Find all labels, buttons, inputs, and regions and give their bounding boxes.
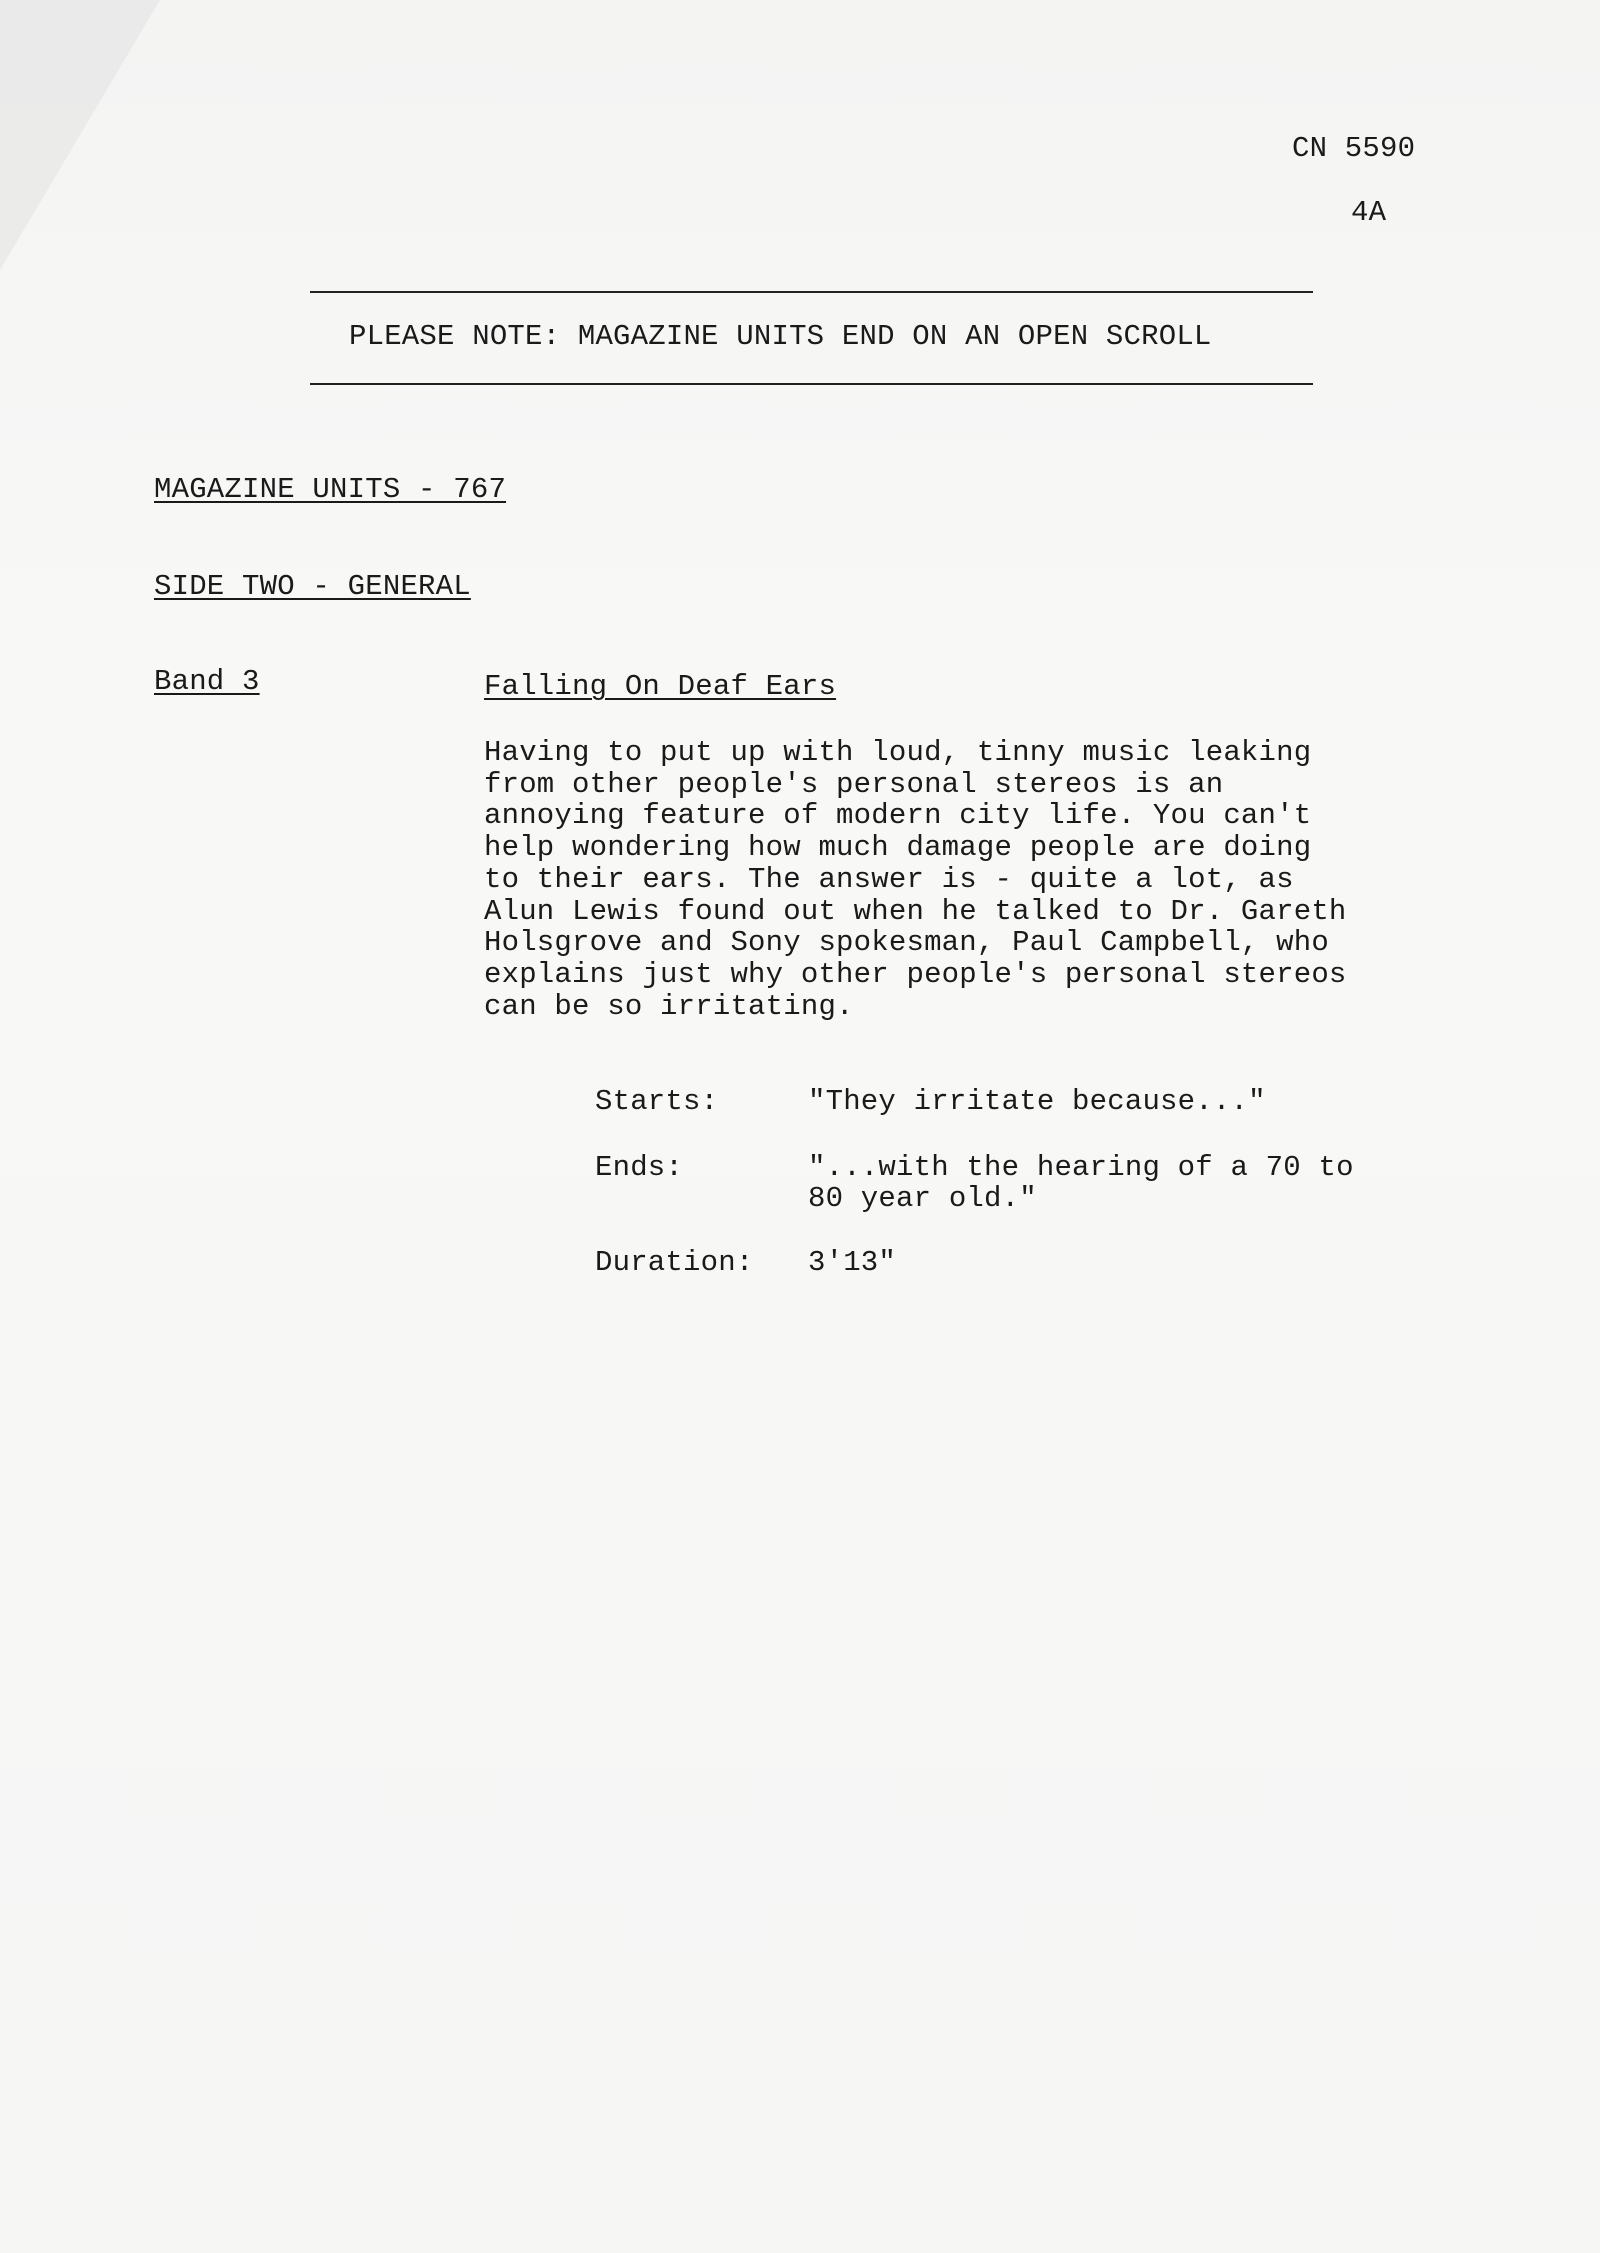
starts-value: "They irritate because..." [808, 1085, 1266, 1118]
ends-value-continued: 80 year old." [808, 1182, 1037, 1215]
document-code: CN 5590 [1292, 132, 1416, 165]
ends-label: Ends: [595, 1151, 684, 1184]
description-line: to their ears. The answer is - quite a lot, as [484, 862, 1294, 896]
description-line: help wondering how much damage people are doing [484, 831, 1312, 865]
notice-bottom-rule [310, 383, 1313, 385]
folded-corner [0, 0, 160, 270]
starts-label: Starts: [595, 1085, 719, 1118]
ends-value: "...with the hearing of a 70 to [808, 1151, 1354, 1184]
notice-text: PLEASE NOTE: MAGAZINE UNITS END ON AN OPEN SCROLL [349, 320, 1212, 353]
duration-value: 3'13" [808, 1246, 897, 1279]
description-line: can be so irritating. [484, 989, 854, 1023]
side-heading: SIDE TWO - GENERAL [154, 570, 471, 603]
description-line: Having to put up with loud, tinny music leaking [484, 736, 1312, 769]
description-line: from other people's personal stereos is an [484, 767, 1224, 801]
section-title: MAGAZINE UNITS - 767 [154, 473, 507, 506]
page-reference: 4A [1351, 196, 1387, 229]
description-line: annoying feature of modern city life. You can't [484, 799, 1312, 833]
band-description [484, 737, 1444, 1022]
duration-label: Duration: [595, 1246, 754, 1279]
band-title: Falling On Deaf Ears [484, 670, 837, 703]
description-line: explains just why other people's personal stereos [484, 957, 1347, 991]
description-line: Alun Lewis found out when he talked to Dr. Gareth [484, 894, 1347, 928]
notice-top-rule [310, 291, 1313, 293]
band-label: Band 3 [154, 665, 260, 698]
description-line: Holsgrove and Sony spokesman, Paul Campbell, who [484, 926, 1329, 960]
